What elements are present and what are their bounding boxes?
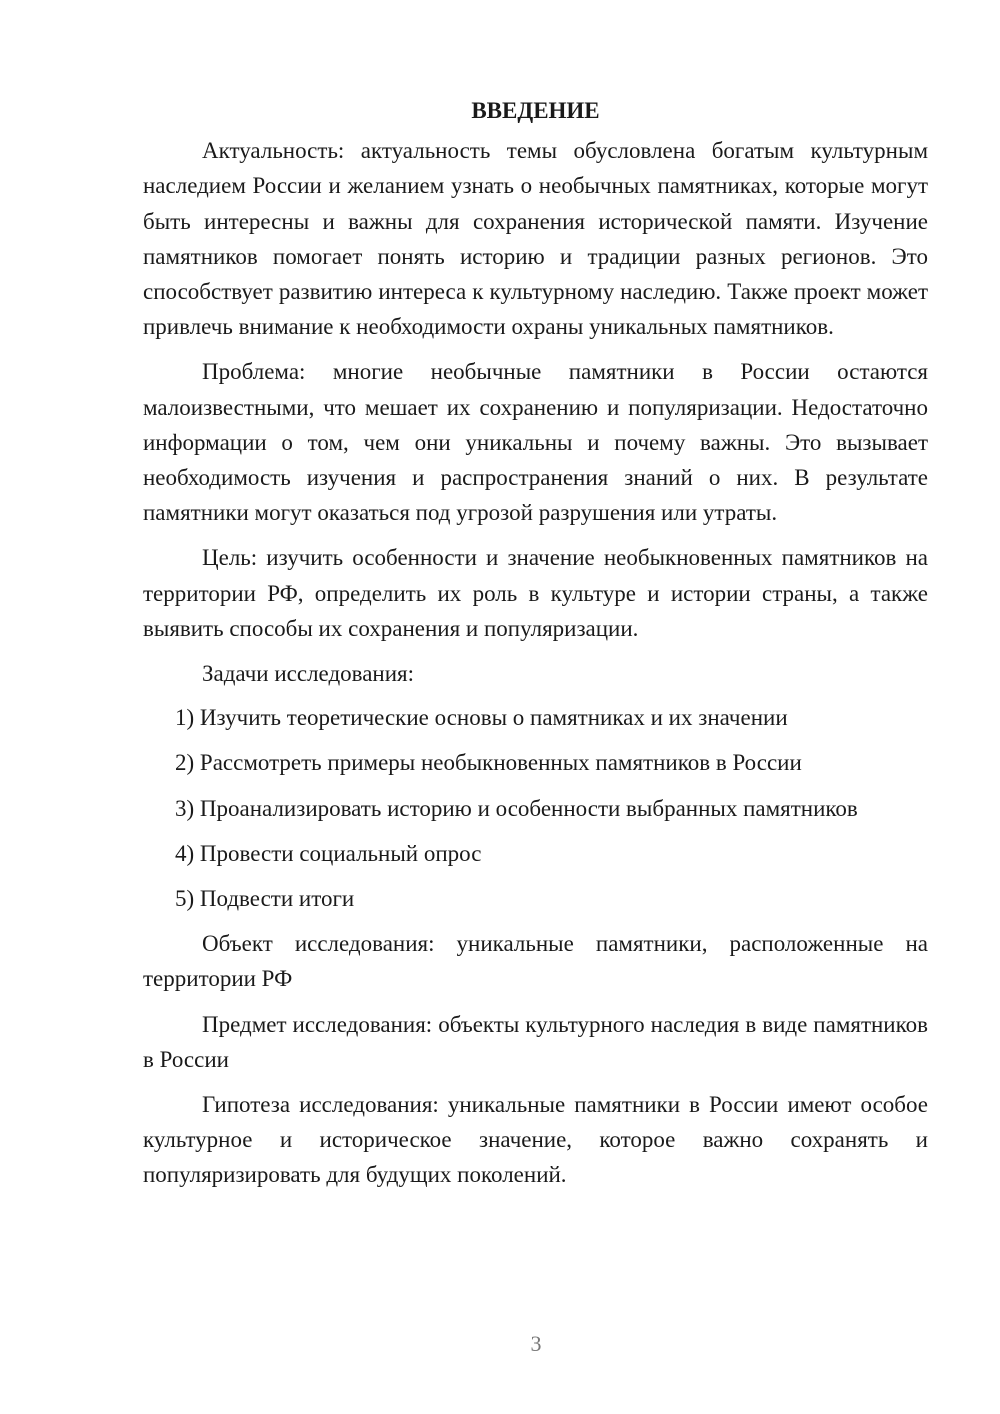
problem-paragraph: Проблема: многие необычные памятники в России остаются малоизвестными, что мешает их сохранению и популяризации. Недостаточно информации о том, чем они уникальны и почему важны. Это вызывает необходимость изучения и распространения знаний о них. В результате памятники могут оказаться под угрозой разрушения или утраты. [143,359,928,526]
task-item: 4) Провести социальный опрос [175,840,482,866]
subject-paragraph: Предмет исследования: объекты культурного наследия в виде памятников в России [143,1011,928,1072]
task-item: 3) Проанализировать историю и особенности выбранных памятников [175,795,858,821]
document-body [143,93,928,1203]
object-paragraph: Объект исследования: уникальные памятники, расположенные на территории РФ [143,931,928,992]
tasks-heading: Задачи исследования: [202,661,415,687]
page-number: 3 [530,1331,542,1356]
relevance-paragraph: Актуальность: актуальность темы обусловлена богатым культурным наследием России и желанием узнать о необычных памятниках, которые могут быть интересны и важны для сохранения исторической памяти. Изучение памятников помогает понять историю и традиции разных регионов. Это способствует развитию интереса к культурному наследию. Также проект может привлечь внимание к необходимости охраны уникальных памятников. [143,138,928,340]
task-item: 1) Изучить теоретические основы о памятниках и их значении [175,705,788,731]
tasks-list [143,700,928,916]
section-title: ВВЕДЕНИЕ [471,98,600,123]
goal-paragraph: Цель: изучить особенности и значение необыкновенных памятников на территории РФ, определить их роль в культуре и истории страны, а также выявить способы их сохранения и популяризации. [143,545,928,641]
task-item: 2) Рассмотреть примеры необыкновенных памятников в России [175,750,802,776]
task-item: 5) Подвести итоги [175,886,355,912]
hypothesis-paragraph: Гипотеза исследования: уникальные памятники в России имеют особое культурное и историческое значение, которое важно сохранять и популяризировать для будущих поколений. [143,1092,928,1188]
